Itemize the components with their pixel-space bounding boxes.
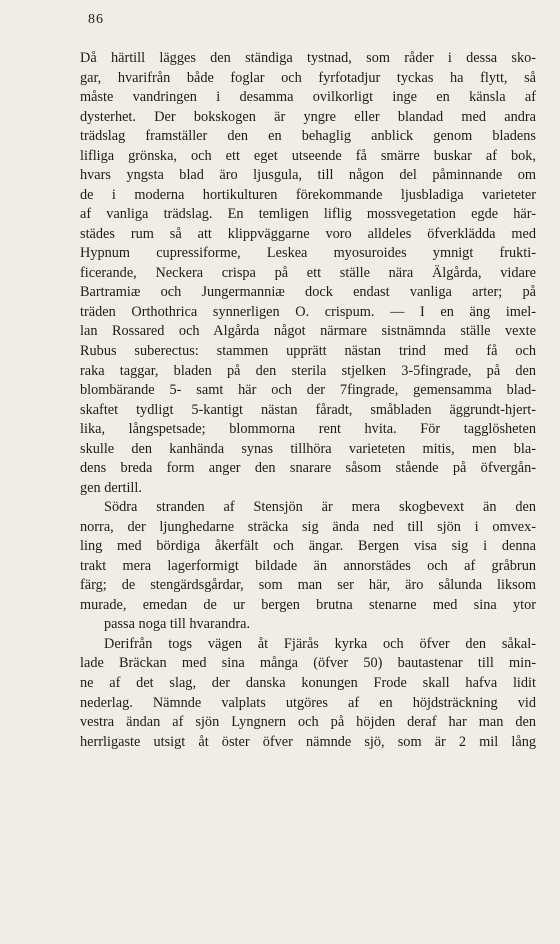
text-line: dens breda form anger den snarare såsom stående på öfvergån- [80, 460, 536, 477]
text-line: dysterhet. Der bokskogen är yngre eller blandad med andra [80, 108, 536, 125]
text-line: trakt mera lagerformigt bildade än annorstädes och af gråbrun [80, 557, 536, 574]
text-line: af vanliga trädslag. En temligen liflig mossvegetation egde här- [80, 206, 536, 223]
text-line: trädslag framställer den en behaglig anblick genom bladens [80, 128, 536, 145]
text-line: lifliga grönska, och ett eget utseende få smärre buskar af bok, [80, 147, 536, 164]
text-line: städes rum så att klippväggarne voro alldeles öfverklädda med [80, 225, 536, 242]
text-line: murade, emedan de ur bergen brutna stenarne med sina ytor [80, 596, 536, 613]
text-line: passa noga till hvarandra. [104, 616, 251, 633]
text-line: blombärande 5- samt här och der 7fingrade, gemensamma blad- [80, 382, 536, 399]
text-line: vestra ändan af sjön Lyngnern och på höjden deraf har man den [80, 714, 536, 731]
text-line: måste vandringen i desamma ovilkorligt inge en känsla af [80, 89, 536, 106]
text-line: gen dertill. [80, 479, 142, 496]
text-line: skulle den kanhända synas tillhöra varieteten mitis, men bla- [80, 440, 536, 457]
body-text [80, 49, 536, 752]
text-line: ne af det slag, der danska konungen Frode skall hafva lidit [80, 675, 536, 691]
text-line: Rubus suberectus: stammen upprätt nästan trind med få och [80, 342, 536, 359]
text-line: hvars yngsta blad äro ljusgula, till någon del påminnande om [80, 167, 536, 184]
text-line: Då härtill lägges den ständiga tystnad, som råder i dessa sko- [80, 50, 536, 66]
text-line: lan Rossared och Algårda något närmare sistnämnda ställe vexte [80, 323, 536, 340]
page-number: 86 [88, 12, 104, 27]
text-line: Bartramiæ och Jungermanniæ dock endast vanliga arter; på [80, 284, 536, 301]
text-line: skaftet tydligt 5-kantigt nästan fåradt, småbladen äggrundt-hjert- [80, 401, 536, 418]
text-line: herrligaste utsigt åt öster öfver nämnde sjö, som är 2 mil lång [80, 733, 536, 750]
text-line: lade Bräckan med sina många (öfver 50) bautastenar till min- [80, 655, 536, 672]
text-line: raka taggar, bladen på den sterila stjelken 3-5fingrade, på den [80, 362, 536, 379]
text-line: Södra stranden af Stensjön är mera skogbevext än den [104, 499, 536, 516]
text-line: Derifrån togs vägen åt Fjärås kyrka och öfver den såkal- [104, 635, 536, 652]
text-line: ling med bördiga åkerfält och ängar. Bergen visa sig i denna [80, 538, 536, 555]
text-line: nederlag. Nämnde valplats utgöres af en höjdsträckning vid [80, 694, 536, 711]
text-line: ficerande, Neckera crispa på ett ställe nära Älgårda, vidare [80, 264, 536, 281]
text-line: Hypnum cupressiforme, Leskea myosuroides ymnigt frukti- [80, 245, 536, 262]
text-line: de i moderna hortikulturen förekommande ljusbladiga varieteter [80, 186, 536, 203]
text-line: gar, hvarifrån både foglar och fyrfotadjur tyckas ha flytt, så [80, 69, 536, 86]
text-line: träden Orthothrica synnerligen O. crispum. — I en äng imel- [80, 303, 536, 320]
text-line: lika, långspetsade; blommorna rent hvita. För tagglösheten [80, 421, 536, 438]
text-line: färg; de stengärdsgårdar, som man ser här, äro sålunda liksom [80, 577, 536, 594]
text-line: norra, der ljunghedarne sträcka sig ända ned till sjön i omvex- [80, 518, 536, 535]
